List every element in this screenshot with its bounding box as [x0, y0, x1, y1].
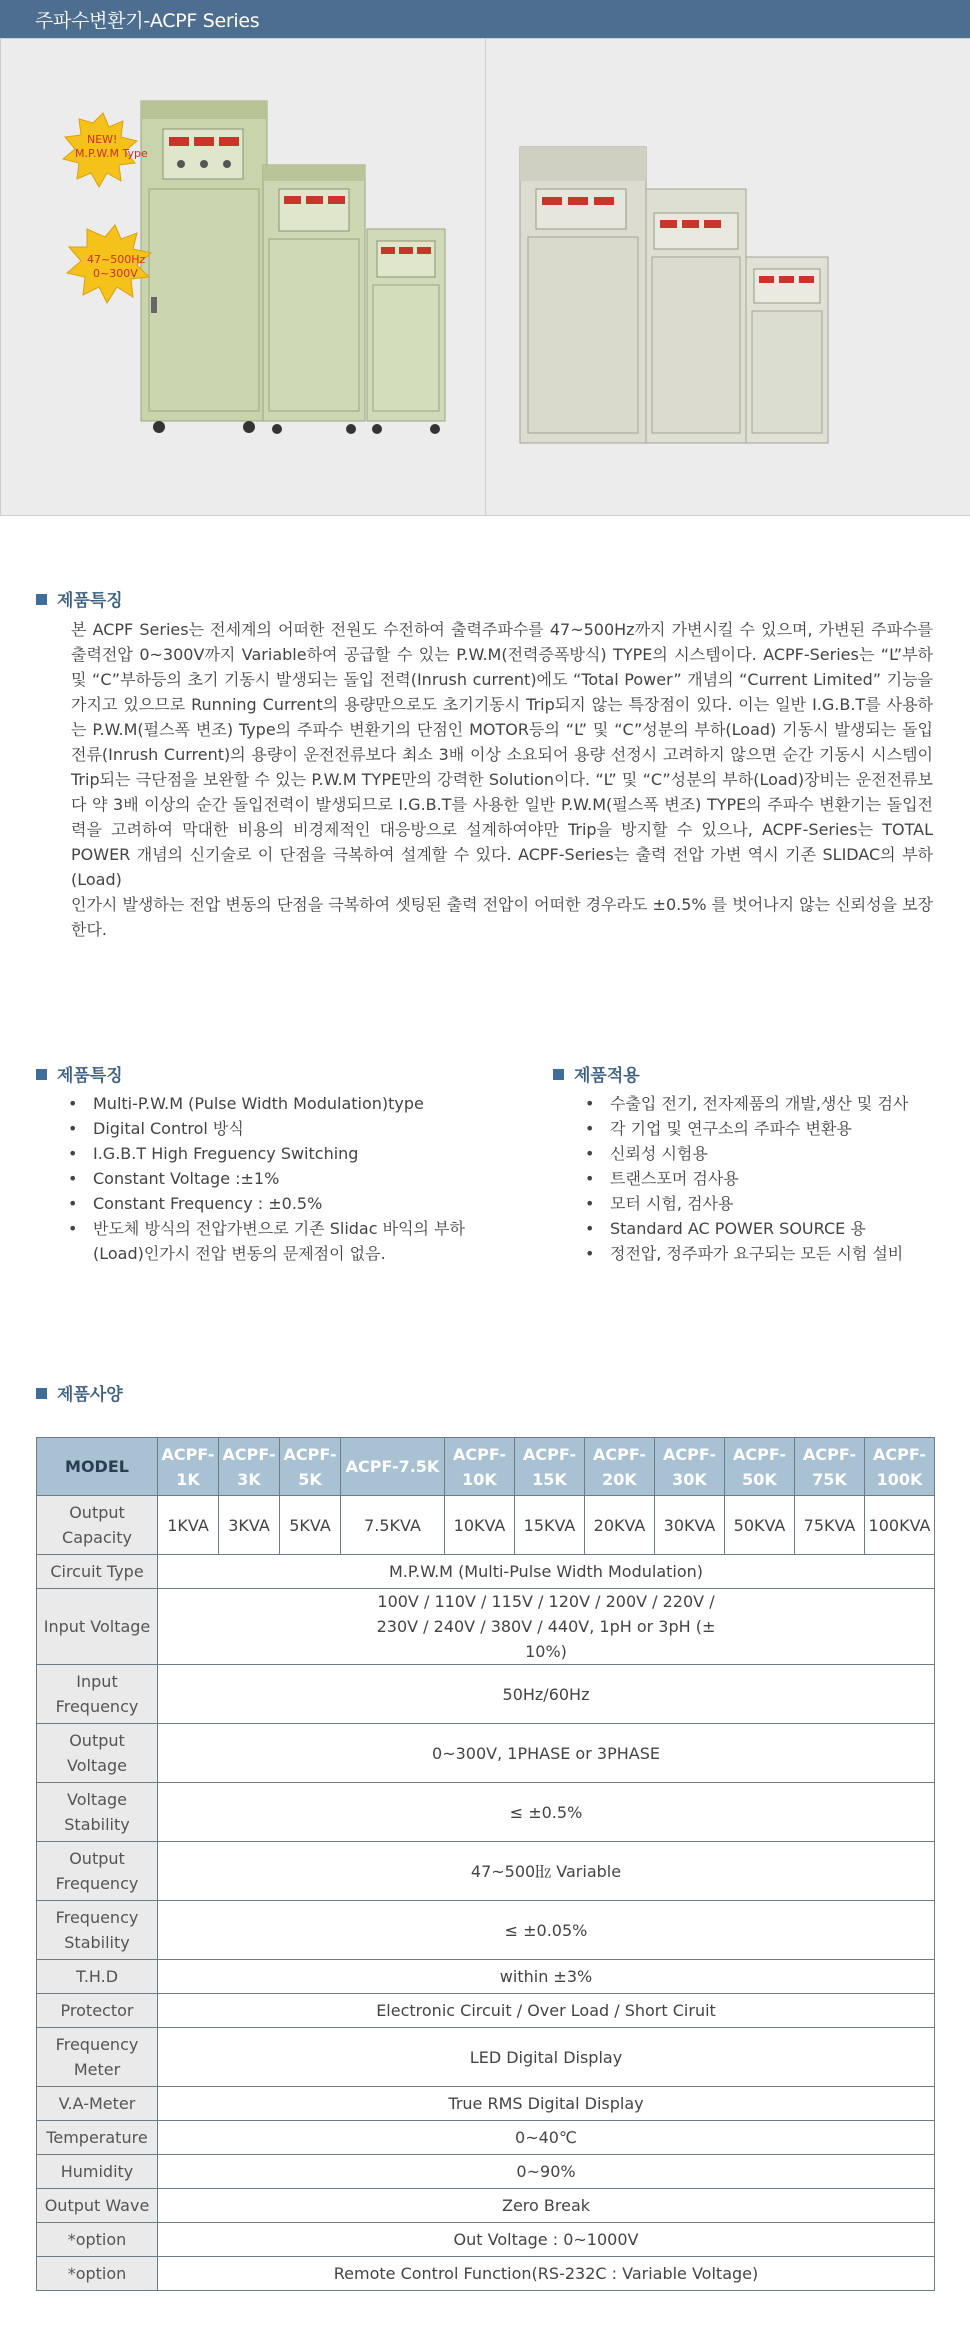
model-cell: ACPF-10K [445, 1438, 515, 1496]
row-value: M.P.W.M (Multi-Pulse Width Modulation) [158, 1555, 935, 1589]
product-photo-left [0, 38, 486, 516]
title-bar [0, 0, 970, 38]
product-gallery [0, 38, 970, 516]
row-value: Remote Control Function(RS-232C : Variable Voltage) [158, 2257, 935, 2291]
square-bullet-icon [36, 1069, 47, 1080]
row-label: Protector [37, 1994, 158, 2028]
product-cabinets-illustration-left [1, 39, 485, 515]
table-row [37, 1783, 935, 1842]
spec-heading: 제품사양 [36, 1380, 123, 1405]
table-row [37, 1724, 935, 1783]
model-cell: ACPF-50K [725, 1438, 795, 1496]
square-bullet-icon [36, 1388, 47, 1399]
model-cell: ACPF-1K [158, 1438, 219, 1496]
list-item: • 신뢰성 시험용 [585, 1141, 945, 1166]
capacity-cell: 5KVA [280, 1496, 341, 1555]
list-item: • I.G.B.T High Freguency Switching [68, 1141, 468, 1166]
page-title: 주파수변환기-ACPF Series [35, 10, 260, 32]
product-cabinets-illustration-right [486, 39, 970, 515]
table-row [37, 2155, 935, 2189]
row-value: Out Voltage : 0~1000V [158, 2223, 935, 2257]
row-value: 0~40℃ [158, 2121, 935, 2155]
capacity-cell: 20KVA [585, 1496, 655, 1555]
row-label: *option [37, 2257, 158, 2291]
row-label: Frequency Meter [37, 2028, 158, 2087]
capacity-cell: 3KVA [219, 1496, 280, 1555]
list-item: • 모터 시험, 검사용 [585, 1191, 945, 1216]
list-item: • Standard AC POWER SOURCE 용 [585, 1216, 945, 1241]
row-value: 47~500㎐ Variable [158, 1842, 935, 1901]
row-value: within ±3% [158, 1960, 935, 1994]
row-value: 0~90% [158, 2155, 935, 2189]
row-label: Input Voltage [37, 1589, 158, 1665]
capacity-cell: 100KVA [865, 1496, 935, 1555]
square-bullet-icon [553, 1069, 564, 1080]
row-value: Zero Break [158, 2189, 935, 2223]
model-cell: ACPF-15K [515, 1438, 585, 1496]
capacity-cell: 15KVA [515, 1496, 585, 1555]
model-cell: ACPF-75K [795, 1438, 865, 1496]
table-row [37, 2189, 935, 2223]
applications-list [585, 1091, 945, 1266]
model-cell: ACPF-30K [655, 1438, 725, 1496]
row-label: Output Wave [37, 2189, 158, 2223]
list-item: • Constant Frequency : ±0.5% [68, 1191, 468, 1216]
table-row [37, 2087, 935, 2121]
row-value: True RMS Digital Display [158, 2087, 935, 2121]
badge-new-line2: M.P.W.M Type [75, 147, 148, 160]
table-row [37, 2223, 935, 2257]
features-heading: 제품특징 [36, 586, 123, 611]
model-cell: ACPF-3K [219, 1438, 280, 1496]
row-label: Temperature [37, 2121, 158, 2155]
table-row [37, 2121, 935, 2155]
table-row [37, 2028, 935, 2087]
row-label: Circuit Type [37, 1555, 158, 1589]
model-cell: ACPF-20K [585, 1438, 655, 1496]
row-label: Frequency Stability [37, 1901, 158, 1960]
capacity-cell: 30KVA [655, 1496, 725, 1555]
list-item: • 수출입 전기, 전자제품의 개발,생산 및 검사 [585, 1091, 945, 1116]
row-value: Electronic Circuit / Over Load / Short Ciruit [158, 1994, 935, 2028]
table-row [37, 1496, 935, 1555]
list-item: • Multi-P.W.M (Pulse Width Modulation)type [68, 1091, 468, 1116]
list-item: • Constant Voltage :±1% [68, 1166, 468, 1191]
list-item: • 각 기업 및 연구소의 주파수 변환용 [585, 1116, 945, 1141]
table-row [37, 2257, 935, 2291]
row-value: 100V / 110V / 115V / 120V / 200V / 220V / 230V / 240V / 380V / 440V, 1pH or 3pH (± 10%) [158, 1589, 935, 1665]
product-description [71, 617, 933, 942]
list-item: • 트랜스포머 검사용 [585, 1166, 945, 1191]
table-row [37, 1555, 935, 1589]
badge-range-line1: 47~500Hz [87, 253, 146, 266]
row-label: Output Capacity [37, 1496, 158, 1555]
table-row [37, 1901, 935, 1960]
row-value: ≤ ±0.05% [158, 1901, 935, 1960]
applications-heading: 제품적용 [553, 1061, 640, 1086]
model-cell: ACPF-100K [865, 1438, 935, 1496]
row-label: Input Frequency [37, 1665, 158, 1724]
spec-table [36, 1437, 935, 2291]
row-value: ≤ ±0.5% [158, 1783, 935, 1842]
row-value: LED Digital Display [158, 2028, 935, 2087]
capacity-cell: 10KVA [445, 1496, 515, 1555]
table-row [37, 1665, 935, 1724]
capacity-cell: 50KVA [725, 1496, 795, 1555]
badge-new-line1: NEW! [87, 133, 118, 146]
list-item: • 반도체 방식의 전압가변으로 기존 Slidac 바익의 부하(Load)인가시 전압 변동의 문제점이 없음. [68, 1216, 468, 1266]
capacity-cell: 1KVA [158, 1496, 219, 1555]
row-label: *option [37, 2223, 158, 2257]
product-photo-right [485, 38, 970, 516]
table-row [37, 1842, 935, 1901]
capacity-cell: 7.5KVA [341, 1496, 445, 1555]
list-item: • Digital Control 방식 [68, 1116, 468, 1141]
row-label: Output Voltage [37, 1724, 158, 1783]
capacity-cell: 75KVA [795, 1496, 865, 1555]
row-label: Output Frequency [37, 1842, 158, 1901]
table-row [37, 1994, 935, 2028]
model-header: MODEL [37, 1438, 158, 1496]
badge-range-line2: 0~300V [93, 267, 138, 280]
table-header-row [37, 1438, 935, 1496]
square-bullet-icon [36, 594, 47, 605]
row-label: V.A-Meter [37, 2087, 158, 2121]
features-list [68, 1091, 468, 1266]
row-value: 50Hz/60Hz [158, 1665, 935, 1724]
row-value: 0~300V, 1PHASE or 3PHASE [158, 1724, 935, 1783]
model-cell: ACPF-5K [280, 1438, 341, 1496]
table-row [37, 1960, 935, 1994]
features-list-heading: 제품특징 [36, 1061, 123, 1086]
description-paragraph: 본 ACPF Series는 전세계의 어떠한 전원도 수전하여 출력주파수를 47~500Hz까지 가변시킬 수 있으며, 가변된 주파수를 출력전압 0~300V까지 Variable하여 공급할 수 있는 P.W.M(전력증폭방식) TYPE의 시스템이다. ACPF-Series는 “L”부하 및 “C”부하등의 초기 기동시 발생되는 돌입 전력(Inrush current)에도 “Total Power” 개념의 “Current Limited” 기능을 가지고 있으므로 Running Current의 용량만으로도 초기기동시 Trip되지 않는 특장점이 있다. 이는 일반 I.G.B.T를 사용하는 P.W.M(펄스폭 변조) Type의 주파수 변환기의 단점인 MOTOR등의 “L” 및 “C”성분의 부하(Load) 기동시 발생되는 돌입전류(Inrush Current)의 용량이 운전전류보다 최소 3배 이상 소요되어 용량 선정시 고려하지 않으면 순간 기동시 시스템이 Trip되는 극단점을 보완할 수 있는 P.W.M TYPE만의 강력한 Solution이다. “L” 및 “C”성분의 부하(Load)장비는 운전전류보다 약 3배 이상의 순간 돌입전력이 발생되므로 I.G.B.T를 사용한 일반 P.W.M(펄스폭 변조) TYPE의 주파수 변환기는 돌입전력을 고려하여 막대한 비용의 비경제적인 대응방으로 설계하여야만 Trip을 방지할 수 있으나, ACPF-Series는 TOTAL POWER 개념의 신기술로 이 단점을 극복하여 설계할 수 있다. ACPF-Series는 출력 전압 가변 역시 기존 SLIDAC의 부하(Load) [71, 620, 933, 889]
table-row [37, 1589, 935, 1665]
row-label: Humidity [37, 2155, 158, 2189]
model-cell: ACPF-7.5K [341, 1438, 445, 1496]
row-label: Voltage Stability [37, 1783, 158, 1842]
list-item: • 정전압, 정주파가 요구되는 모든 시험 설비 [585, 1241, 945, 1266]
row-label: T.H.D [37, 1960, 158, 1994]
description-paragraph: 인가시 발생하는 전압 변동의 단점을 극복하여 셋팅된 출력 전압이 어떠한 경우라도 ±0.5% 를 벗어나지 않는 신뢰성을 보장한다. [71, 895, 933, 939]
